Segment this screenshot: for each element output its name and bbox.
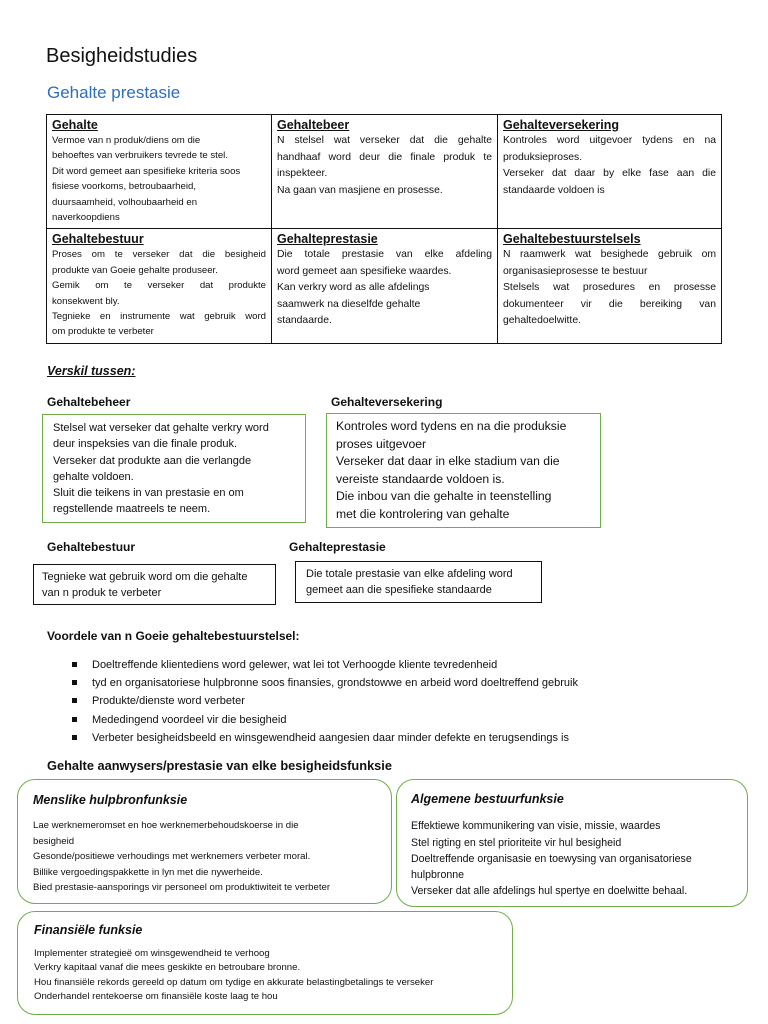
- table-row: [47, 229, 722, 343]
- gehalteversekering-label: Gehalteversekering: [331, 395, 443, 409]
- box-line: Sluit die teikens in van prestasie en om: [53, 487, 244, 500]
- verskil-heading: Verskil tussen:: [47, 364, 136, 378]
- voordele-list: [72, 656, 578, 747]
- cell-line: N stelsel wat verseker dat die gehalte: [277, 135, 492, 146]
- box-line: Die inbou van die gehalte in teenstelling: [336, 489, 552, 504]
- box-line: deur inspeksies van die finale produk.: [53, 438, 238, 451]
- cell-line: Kan verkry word as alle afdelings: [277, 282, 430, 294]
- cell-line: inspekteer.: [277, 168, 328, 179]
- definitions-table: [46, 114, 722, 344]
- box-line: Verseker dat alle afdelings hul spertye en doelwitte behaal.: [411, 885, 688, 898]
- cell-line: fisiese voorkoms, betroubaarheid,: [52, 181, 196, 193]
- cell-line: produkte van Goeie gehalte produseer.: [52, 264, 218, 276]
- box-line: proses uitgevoer: [336, 436, 427, 451]
- cell-line: Gemik om te verseker dat produkte: [52, 280, 266, 292]
- table-cell-gehalteprestasie: [272, 229, 498, 343]
- cell-heading: Gehalteprestasie: [277, 232, 378, 247]
- table-cell-gehalteversekering: [498, 115, 722, 229]
- aanwysers-heading: Gehalte aanwysers/prestasie van elke besigheidsfunksie: [47, 758, 392, 773]
- box-line: Stelsel wat verseker dat gehalte verkry word: [53, 422, 269, 434]
- box-line: Kontroles word tydens en na die produksie: [336, 419, 567, 433]
- cell-line: standaarde voldoen is: [503, 184, 605, 196]
- cell-heading: Gehalte: [52, 118, 98, 132]
- list-item: Doeltreffende klientediens word gelewer, wat lei tot Verhoogde kliente tevredenheid: [72, 656, 578, 674]
- box-line: Verseker dat produkte aan die verlangde: [53, 454, 252, 467]
- cell-line: gehaltedoelwitte.: [503, 315, 581, 327]
- box-line: besigheid: [33, 835, 75, 847]
- cell-line: organisasieprosesse te bestuur: [503, 265, 648, 277]
- box-line: van n produk te verbeter: [42, 587, 162, 600]
- gehalteversekering-box: [326, 413, 601, 528]
- cell-heading: Gehaltebestuur: [52, 232, 144, 247]
- cell-line: handhaaf word deur die finale produk te: [277, 151, 492, 163]
- cell-line: word gemeet aan spesifieke waardes.: [277, 265, 452, 277]
- gehalteprestasie-box: [295, 561, 542, 603]
- cell-line: Die totale prestasie van elke afdeling: [277, 249, 492, 261]
- cell-line: produksieproses.: [503, 151, 583, 163]
- cell-line: Proses om te verseker dat die besigheid: [52, 249, 266, 261]
- table-cell-gehaltebestuurstelsels: [498, 229, 722, 343]
- box-line: vereiste standaarde voldoen is.: [336, 471, 505, 486]
- gehaltebeheer-box: [42, 414, 306, 523]
- cell-line: standaarde.: [277, 315, 332, 327]
- cell-line: behoeftes van verbruikers tevrede te stel.: [52, 150, 228, 162]
- box-heading: Menslike hulpbronfunksie: [33, 793, 188, 807]
- finansiele-box: [17, 911, 513, 1015]
- algemene-bestuur-box: [396, 779, 748, 907]
- cell-line: saamwerk na dieselfde gehalte: [277, 298, 421, 310]
- gehalteprestasie-label: Gehalteprestasie: [289, 540, 386, 554]
- box-line: regstellende maatreels te neem.: [53, 503, 211, 516]
- cell-line: N raamwerk wat besighede gebruik om: [503, 249, 716, 261]
- box-line: Lae werknemeromset en hoe werknemerbehoudskoerse in die: [33, 820, 299, 832]
- box-line: Die totale prestasie van elke afdeling word: [306, 568, 513, 580]
- list-item: Mededingend voordeel vir die besigheid: [72, 711, 578, 729]
- box-line: Onderhandel rentekoerse om finansiële koste laag te hou: [34, 991, 278, 1002]
- box-line: Stel rigting en stel prioriteite vir hul besigheid: [411, 836, 622, 849]
- box-line: Billike vergoedingspakkette in lyn met die nywerheide.: [33, 866, 263, 878]
- cell-line: dokumenteer vir die bereiking van: [503, 298, 716, 310]
- cell-line: Vermoe van n produk/diens om die: [52, 135, 201, 146]
- table-cell-gehaltebeer: [272, 115, 498, 229]
- gehaltebeheer-label: Gehaltebeheer: [47, 395, 131, 409]
- cell-line: Na gaan van masjiene en prosesse.: [277, 184, 443, 196]
- cell-line: Tegnieke en instrumente wat gebruik word: [52, 311, 266, 323]
- list-item: Verbeter besigheidsbeeld en winsgewendheid aangesien daar minder defekte en terugsendings is: [72, 729, 578, 747]
- box-line: Implementer strategieë om winsgewendheid te verhoog: [34, 947, 270, 959]
- list-item: Produkte/dienste word verbeter: [72, 692, 578, 710]
- cell-line: om produkte te verbeter: [52, 326, 154, 338]
- table-row: [47, 115, 722, 229]
- box-line: Verkry kapitaal vanaf die mees geskikte en betroubare bronne.: [34, 962, 301, 973]
- cell-line: Dit word gemeet aan spesifieke kriteria soos: [52, 165, 241, 177]
- cell-line: Stelsels wat prosedures en prosesse: [503, 282, 716, 294]
- box-line: met die kontrolering van gehalte: [336, 506, 510, 521]
- box-line: Doeltreffende organisasie en toewysing van organisatoriese: [411, 852, 692, 865]
- cell-line: Verseker dat daar by elke fase aan die: [503, 168, 716, 179]
- box-line: Tegnieke wat gebruik word om die gehalte: [42, 571, 248, 583]
- box-line: Effektiewe kommunikering van visie, missie, waardes: [411, 820, 661, 833]
- gehaltebestuur-label: Gehaltebestuur: [47, 540, 136, 554]
- table-cell-gehalte: [47, 115, 272, 229]
- cell-heading: Gehaltebeer: [277, 118, 350, 132]
- box-line: Hou finansiële rekords gereeld op datum om tydige en akkurate belastingbetalings te verseker: [34, 976, 434, 988]
- cell-line: Kontroles word uitgevoer tydens en na: [503, 135, 716, 146]
- box-heading: Finansiële funksie: [34, 923, 143, 937]
- gehaltebestuur-box: [33, 564, 276, 605]
- box-line: gehalte voldoen.: [53, 470, 134, 483]
- page-subtitle: Gehalte prestasie: [47, 83, 181, 102]
- page-title: Besigheidstudies: [46, 45, 198, 67]
- box-line: hulpbronne: [411, 869, 465, 882]
- cell-line: konsekwent bly.: [52, 295, 120, 307]
- box-line: Gesonde/positiewe verhoudings met werknemers verbeter moral.: [33, 851, 311, 863]
- box-line: Bied prestasie-aansporings vir personeel om produktiwiteit te verbeter: [33, 882, 331, 894]
- list-item: tyd en organisatoriese hulpbronne soos finansies, grondstowwe en arbeid word doeltreffend gebruik: [72, 674, 578, 692]
- cell-line: naverkoopdiens: [52, 212, 120, 224]
- box-line: gemeet aan die spesifieke standaarde: [306, 584, 492, 597]
- cell-line: duursaamheid, volhoubaarheid en: [52, 196, 198, 208]
- cell-heading: Gehaltebestuurstelsels: [503, 232, 641, 247]
- voordele-heading: Voordele van n Goeie gehaltebestuurstelsel:: [47, 629, 300, 643]
- menslike-hulpbron-box: [17, 779, 392, 904]
- box-line: Verseker dat daar in elke stadium van die: [336, 454, 560, 469]
- box-heading: Algemene bestuurfunksie: [411, 792, 564, 806]
- table-cell-gehaltebestuur: [47, 229, 272, 343]
- cell-heading: Gehalteversekering: [503, 118, 620, 132]
